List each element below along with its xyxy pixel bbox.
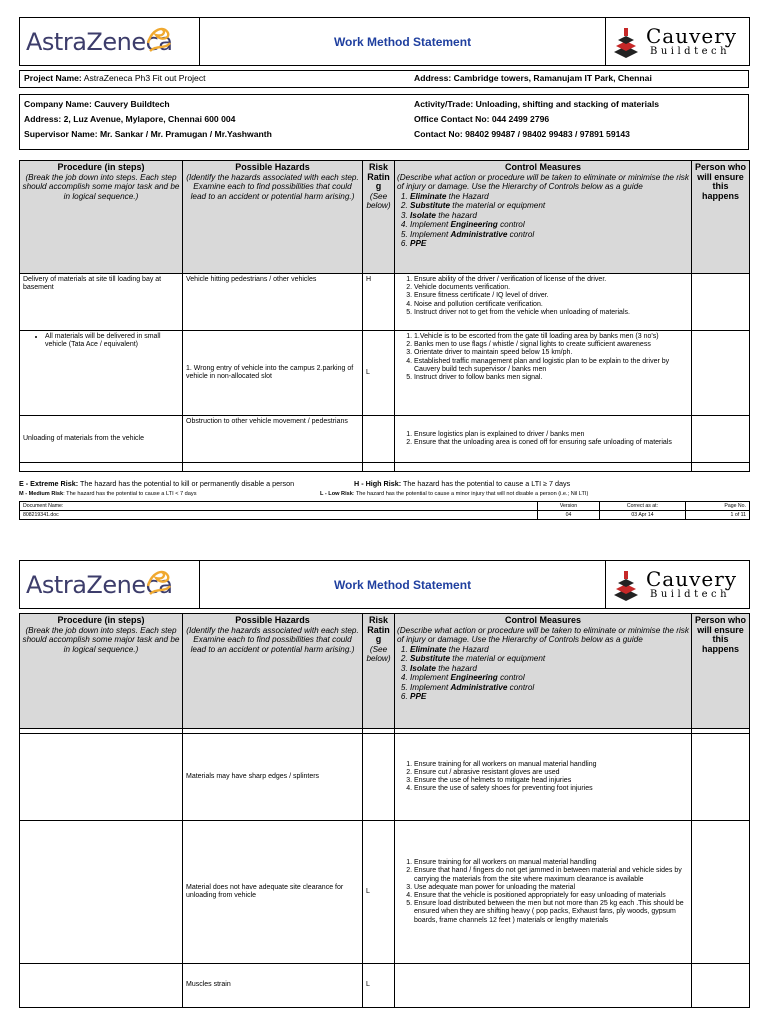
- astrazeneca-swirl-icon: [144, 23, 174, 55]
- table-row: [20, 964, 750, 1008]
- hierarchy-item: 1. Eliminate the Hazard: [410, 192, 689, 202]
- astrazeneca-logo: AstraZeneca: [20, 18, 200, 66]
- hierarchy-item: 5. Implement Administrative control: [410, 230, 689, 240]
- control-measure-item: 5. Ensure load distributed between the men but not more than 25 kg each .This should be ensured when they are shifting heavy ( pop packs, Exhaust fans, ply woods, gypsum boards, frame channels 12 feet ) materials or lengthy materials: [414, 900, 688, 925]
- control-measure-item: 1. Ensure logistics plan is explained to driver / banks men: [414, 431, 688, 439]
- hierarchy-item: 6. PPE: [410, 692, 689, 702]
- control-measure-item: 2. Banks men to use flags / whistle / signal lights to create sufficient awareness: [414, 341, 688, 349]
- control-measure-item: 4. Established traffic management plan and logistic plan to be explain to the driver by Cauvery build tech supervisor / banks men: [414, 358, 688, 374]
- controls-cell: [395, 416, 692, 463]
- control-measure-item: 3. Ensure the use of helmets to mitigate head injuries: [414, 777, 688, 785]
- hierarchy-item: 4. Implement Engineering control: [410, 673, 689, 683]
- control-measure-item: 3. Ensure fitness certificate / IQ level of driver.: [414, 292, 688, 300]
- hierarchy-item: 3. Isolate the hazard: [410, 211, 689, 221]
- hazards-header: Possible Hazards (Identify the hazards associated with each step. Examine each to find possibilities that could lead to an accident or potential harm arising.): [183, 161, 363, 274]
- person-cell: [692, 734, 750, 821]
- hazard-cell: Material does not have adequate site clearance for unloading from vehicle: [183, 821, 363, 964]
- control-header: Control Measures (Describe what action or procedure will be taken to eliminate or minimise the risk of injury or damage. Use the Hierarchy of Controls below as a guide 1. Eliminate the Hazard 2. Substitute the material or equipment 3. Isolate the hazard 4. Implement Engineering control 5. Implement Administrative control 6. PPE: [395, 161, 692, 274]
- hazard-cell: Muscles strain: [183, 964, 363, 1008]
- control-header: Control Measures (Describe what action or procedure will be taken to eliminate or minimise the risk of injury or damage. Use the Hierarchy of Controls below as a guide 1. Eliminate the Hazard 2. Substitute the material or equipment 3. Isolate the hazard 4. Implement Engineering control 5. Implement Administrative control 6. PPE: [395, 614, 692, 729]
- control-measure-item: 3. Use adequate man power for unloading the material: [414, 884, 688, 892]
- page-title: Work Method Statement: [200, 561, 606, 609]
- control-measure-item: 2. Ensure that the unloading area is coned off for ensuring safe unloading of materials: [414, 439, 688, 447]
- hazard-cell: 1. Wrong entry of vehicle into the campus 2.parking of vehicle in non-allocated slot: [183, 331, 363, 416]
- document-footer: Document Name: Version Correct as at: Page No. 808219341.doc 04 03 Apr 14 1 of 11: [19, 501, 750, 520]
- controls-cell: [395, 821, 692, 964]
- project-info: Project Name: AstraZeneca Ph3 Fit out Project Address: Cambridge towers, Ramanujam IT Park, Chennai: [19, 70, 749, 88]
- procedure-cell: • All materials will be delivered in small vehicle (Tata Ace / equivalent): [20, 331, 183, 416]
- risk-legend: E - Extreme Risk: The hazard has the potential to kill or permanently disable a person H - High Risk: The hazard has the potential to cause a LTI ≥ 7 days M - Medium Risk: The hazard has the potential to cause a LTI < 7 days L - Low Risk: The hazard has the potential to cause a minor injury that will not disable a person (i.e.; Nil LTI): [19, 479, 589, 497]
- document-page-2: [0, 543, 768, 1024]
- control-measure-item: 5. Instruct driver to follow banks men signal.: [414, 374, 688, 382]
- control-measure-item: 1. Ensure training for all workers on manual material handling: [414, 859, 688, 867]
- hierarchy-list: [397, 192, 689, 249]
- control-measure-item: 2. Ensure that hand / fingers do not get jammed in between material and vehicle sides by carrying the materials from the site where maximum clearance is available: [414, 867, 688, 883]
- table-header-row: [20, 614, 750, 729]
- risk-cell: H: [363, 274, 395, 331]
- person-cell: [692, 274, 750, 331]
- procedure-cell: [20, 964, 183, 1008]
- controls-cell: [395, 734, 692, 821]
- risk-cell: [363, 416, 395, 463]
- hazard-cell: Vehicle hitting pedestrians / other vehicles: [183, 274, 363, 331]
- hierarchy-item: 4. Implement Engineering control: [410, 220, 689, 230]
- hierarchy-item: 1. Eliminate the Hazard: [410, 645, 689, 655]
- procedure-cell: [20, 821, 183, 964]
- control-measure-item: 1. Ensure training for all workers on manual material handling: [414, 761, 688, 769]
- control-measure-item: 1. Ensure ability of the driver / verification of license of the driver.: [414, 276, 688, 284]
- person-cell: [692, 964, 750, 1008]
- procedure-header: Procedure (in steps) (Break the job down into steps. Each step should accomplish some major task and be in logical sequence.): [20, 161, 183, 274]
- control-measure-item: 5. Instruct driver not to get from the vehicle when unloading of materials.: [414, 309, 688, 317]
- astrazeneca-swirl-icon: [144, 566, 174, 598]
- cauvery-logo: Cauvery Buildtech: [606, 18, 750, 66]
- page-gap: [0, 520, 768, 543]
- hierarchy-item: 3. Isolate the hazard: [410, 664, 689, 674]
- procedure-cell: Delivery of materials at site till loading bay at basement: [20, 274, 183, 331]
- procedure-cell: [20, 734, 183, 821]
- cauvery-logo: Cauvery Buildtech: [606, 561, 750, 609]
- risk-cell: L: [363, 964, 395, 1008]
- controls-cell: [395, 331, 692, 416]
- controls-cell: [395, 964, 692, 1008]
- person-cell: [692, 331, 750, 416]
- procedure-cell: Unloading of materials from the vehicle: [20, 416, 183, 463]
- table-header-row: [20, 161, 750, 274]
- person-header: Person who will ensure this happens: [692, 614, 750, 729]
- cauvery-stack-icon: [610, 565, 642, 605]
- control-measure-item: 3. Orientate driver to maintain speed below 15 km/ph.: [414, 349, 688, 357]
- control-measure-item: 4. Ensure the use of safety shoes for preventing foot injuries: [414, 785, 688, 793]
- table-row: [20, 463, 750, 472]
- controls-cell: [395, 274, 692, 331]
- person-cell: [692, 821, 750, 964]
- control-measure-item: 4. Ensure that the vehicle is positioned appropriately for easy unloading of materials: [414, 892, 688, 900]
- hazard-cell: Materials may have sharp edges / splinters: [183, 734, 363, 821]
- table-row: [20, 734, 750, 821]
- hierarchy-item: 2. Substitute the material or equipment: [410, 654, 689, 664]
- hierarchy-list: [397, 645, 689, 702]
- hazard-cell: Obstruction to other vehicle movement / pedestrians: [183, 416, 363, 463]
- hierarchy-item: 5. Implement Administrative control: [410, 683, 689, 693]
- risk-cell: L: [363, 331, 395, 416]
- person-cell: [692, 416, 750, 463]
- hierarchy-item: 6. PPE: [410, 239, 689, 249]
- hazard-table-page-2: [19, 613, 750, 1008]
- page-header: [19, 560, 750, 609]
- person-header: Person who will ensure this happens: [692, 161, 750, 274]
- astrazeneca-logo: AstraZeneca: [20, 561, 200, 609]
- page-title: Work Method Statement: [200, 18, 606, 66]
- table-row: [20, 821, 750, 964]
- control-measure-item: 1. 1.Vehicle is to be escorted from the gate till loading area by banks men (3 no's): [414, 333, 688, 341]
- company-info: Company Name: Cauvery Buildtech Activity/Trade: Unloading, shifting and stacking of materials Address: 2, Luz Avenue, Mylapore, Chennai 600 004 Office Contact No: 044 2499 2796 Supervisor Name: Mr. Sankar / Mr. Pramugan / Mr.Yashwanth Contact No: 98402 99487 / 98402 99483 / 97891 59143: [19, 94, 749, 150]
- control-measure-item: 4. Noise and pollution certificate verification.: [414, 301, 688, 309]
- table-row: [20, 274, 750, 331]
- risk-header: Risk Ratin g (See below): [363, 161, 395, 274]
- hazards-header: Possible Hazards (Identify the hazards associated with each step. Examine each to find possibilities that could lead to an accident or potential harm arising.): [183, 614, 363, 729]
- cauvery-stack-icon: [610, 22, 642, 62]
- control-measure-item: 2. Vehicle documents verification.: [414, 284, 688, 292]
- page-header: [19, 17, 750, 66]
- table-row: [20, 331, 750, 416]
- risk-header: Risk Ratin g (See below): [363, 614, 395, 729]
- hazard-table-page-1: [19, 160, 750, 472]
- risk-cell: [363, 734, 395, 821]
- hierarchy-item: 2. Substitute the material or equipment: [410, 201, 689, 211]
- table-row: [20, 416, 750, 463]
- procedure-header: Procedure (in steps) (Break the job down into steps. Each step should accomplish some major task and be in logical sequence.): [20, 614, 183, 729]
- control-measure-item: 2. Ensure cut / abrasive resistant gloves are used: [414, 769, 688, 777]
- risk-cell: L: [363, 821, 395, 964]
